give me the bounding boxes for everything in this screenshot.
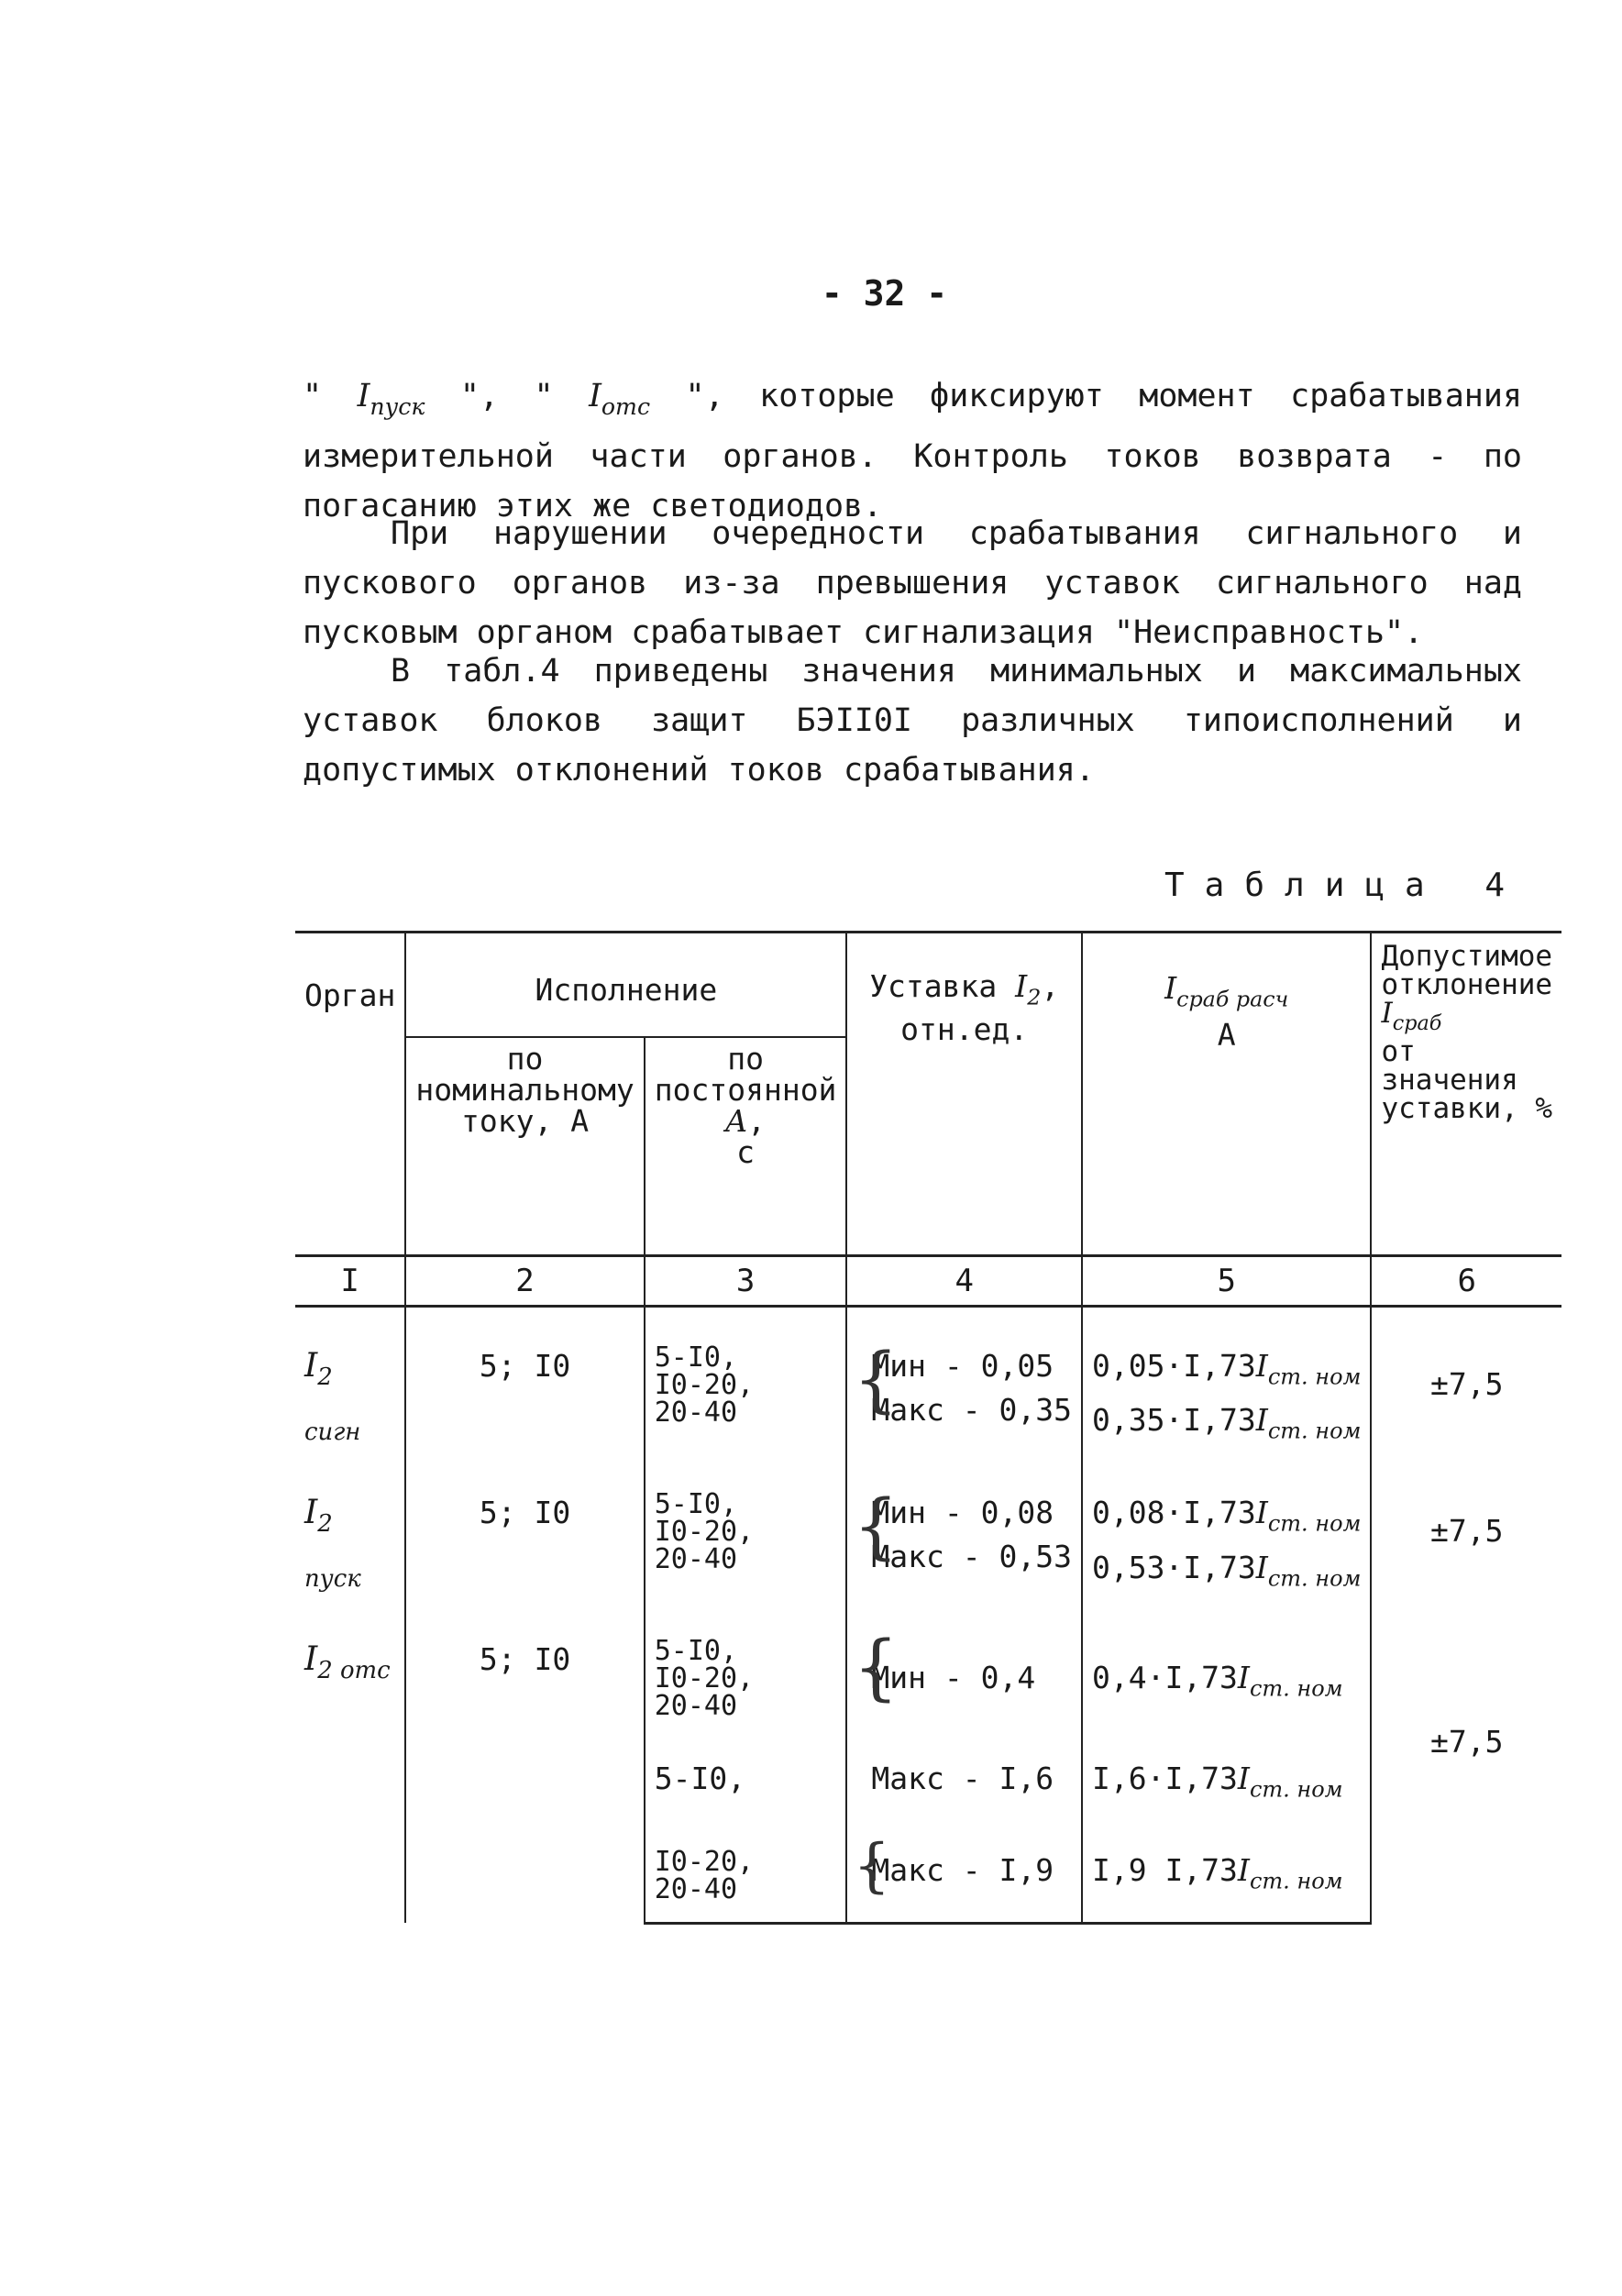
header-nom-tok: по номинальному току, А bbox=[405, 1037, 644, 1256]
calc-formula bbox=[1092, 1656, 1361, 1710]
nom-cell: 5; I0 bbox=[405, 1601, 644, 1923]
nom-cell: 5; I0 bbox=[405, 1454, 644, 1601]
header-ustavka bbox=[846, 933, 1082, 1256]
calc-prefix: 0,53·I,73 bbox=[1091, 1549, 1256, 1585]
ustavka-comma: , bbox=[1041, 968, 1060, 1004]
post-cell bbox=[645, 1307, 847, 1455]
page-number: - 32 - bbox=[821, 273, 948, 314]
ust-value: Макс - I,6 bbox=[871, 1761, 1054, 1797]
organ-cell bbox=[295, 1454, 405, 1601]
calc-cell bbox=[1082, 1454, 1371, 1601]
organ-cell bbox=[295, 1307, 405, 1455]
calc-symbol: I bbox=[1255, 1348, 1268, 1384]
col-num: I bbox=[295, 1256, 405, 1307]
table-row bbox=[295, 1307, 1561, 1455]
post-symbol: A bbox=[725, 1103, 748, 1139]
post-value: 20-40 bbox=[654, 1396, 738, 1429]
header-ispolnenie: Исполнение bbox=[405, 933, 846, 1038]
paragraph-2 bbox=[303, 509, 1522, 657]
calc-cell bbox=[1082, 1812, 1371, 1924]
header-organ: Орган bbox=[295, 933, 405, 1256]
calc-symbol: I bbox=[1255, 1402, 1268, 1439]
settings-table bbox=[295, 931, 1561, 1925]
ust-value: Макс - I,9 bbox=[871, 1851, 1054, 1888]
post-cell: 5-I0, bbox=[645, 1720, 847, 1811]
calc-symbol: I bbox=[1255, 1495, 1268, 1531]
post-cell bbox=[645, 1812, 847, 1924]
dop-cell: ±7,5 bbox=[1371, 1454, 1561, 1601]
calc-formula bbox=[1092, 1491, 1361, 1545]
post-value: 20-40 bbox=[654, 1872, 738, 1905]
symbol-main: I bbox=[304, 1494, 318, 1532]
quote-open-1: " bbox=[303, 378, 323, 414]
calc-symbol: I bbox=[1237, 1761, 1250, 1797]
organ-cell bbox=[295, 1601, 405, 1923]
calc-sub: ст. ном bbox=[1267, 1510, 1362, 1537]
symbol-sub: сраб bbox=[1392, 1010, 1442, 1035]
col-num: 3 bbox=[645, 1256, 847, 1307]
calc-symbol: I bbox=[1237, 1851, 1250, 1888]
paragraph-1 bbox=[303, 371, 1522, 531]
ust-cell bbox=[846, 1720, 1082, 1811]
dop-label-2: от значения уставки, % bbox=[1381, 1034, 1553, 1125]
dop-cell: ±7,5 bbox=[1371, 1601, 1561, 1923]
symbol-main: I bbox=[1381, 997, 1393, 1030]
calc-sub: ст. ном bbox=[1267, 1564, 1362, 1591]
table-caption: Таблица 4 bbox=[1164, 867, 1526, 904]
ustavka-label: Уставка bbox=[869, 968, 998, 1004]
brace-icon: { bbox=[853, 1339, 899, 1421]
symbol-main: I bbox=[304, 1640, 318, 1679]
calc-prefix: I,6·I,73 bbox=[1091, 1761, 1238, 1797]
calc-sub: ст. ном bbox=[1267, 1363, 1362, 1390]
calc-formula bbox=[1092, 1344, 1361, 1398]
calc-cell bbox=[1082, 1307, 1371, 1455]
ust-value: Макс - 0,35 bbox=[871, 1392, 1072, 1428]
ust-cell bbox=[846, 1454, 1082, 1601]
symbol-sub: 2 сигн bbox=[304, 1363, 361, 1447]
calc-symbol: I bbox=[1255, 1549, 1268, 1585]
col-num: 6 bbox=[1371, 1256, 1561, 1307]
calc-sub: ст. ном bbox=[1249, 1776, 1343, 1803]
post-value: I0-20, bbox=[654, 1845, 755, 1878]
calc-prefix: 0,05·I,73 bbox=[1091, 1348, 1256, 1384]
quote-close-comma: ", bbox=[459, 378, 500, 414]
post-unit: с bbox=[736, 1134, 756, 1170]
symbol-main: I bbox=[357, 378, 370, 414]
post-value: 5-I0, bbox=[654, 1635, 738, 1668]
header-row-1 bbox=[295, 933, 1561, 1038]
paragraph-1-rest: ", которые фиксируют момент срабатывания измерительной части органов. Контроль токов возврата - по погасанию этих же светодиодов. bbox=[303, 378, 1523, 524]
calc-prefix: 0,4·I,73 bbox=[1091, 1660, 1238, 1696]
brace-icon: { bbox=[853, 1627, 899, 1710]
table-row bbox=[295, 1454, 1561, 1601]
symbol-sub: 2 пуск bbox=[304, 1510, 361, 1594]
symbol-main: I bbox=[589, 378, 601, 414]
brace-icon: { bbox=[853, 1485, 899, 1569]
symbol-main: I bbox=[304, 1347, 318, 1385]
column-number-row bbox=[295, 1256, 1561, 1307]
post-value: I0-20, bbox=[654, 1662, 755, 1695]
header-isrb bbox=[1082, 933, 1371, 1256]
header-dopusk bbox=[1371, 933, 1561, 1256]
post-value: I0-20, bbox=[654, 1516, 755, 1549]
post-cell bbox=[645, 1601, 847, 1723]
nom-cell: 5; I0 bbox=[405, 1307, 644, 1455]
post-value: 5-I0, bbox=[654, 1341, 738, 1374]
calc-formula bbox=[1092, 1757, 1361, 1811]
ust-cell bbox=[846, 1307, 1082, 1455]
dop-cell: ±7,5 bbox=[1371, 1307, 1561, 1455]
symbol-main: I bbox=[1164, 970, 1177, 1006]
post-value: 20-40 bbox=[654, 1543, 738, 1576]
isrb-symbol bbox=[1164, 970, 1289, 1012]
symbol-main: I bbox=[1015, 968, 1028, 1004]
ust-value: Мин - 0,4 bbox=[871, 1660, 1036, 1696]
table-row bbox=[295, 1601, 1561, 1720]
quote-open-2: " bbox=[534, 378, 554, 414]
post-value: 20-40 bbox=[654, 1690, 738, 1723]
calc-cell bbox=[1082, 1720, 1371, 1811]
isrb-unit: А bbox=[1217, 1017, 1236, 1054]
col-num: 5 bbox=[1082, 1256, 1371, 1307]
ustavka-unit: отн.ед. bbox=[900, 1011, 1029, 1048]
calc-prefix: 0,35·I,73 bbox=[1091, 1402, 1256, 1439]
col-num: 2 bbox=[405, 1256, 644, 1307]
paragraph-2-text: При нарушении очередности срабатывания сигнального и пускового органов из-за превышения уставок сигнального над пусковым органом срабатывает сигнализация "Неисправность". bbox=[303, 515, 1522, 651]
ust-cell bbox=[846, 1601, 1082, 1720]
ust-value: Мин - 0,08 bbox=[871, 1495, 1054, 1531]
symbol-sub: 2 отс bbox=[317, 1657, 391, 1685]
paragraph-3 bbox=[303, 646, 1522, 795]
symbol-sub: сраб расч bbox=[1176, 986, 1289, 1012]
ustavka-symbol bbox=[1015, 968, 1042, 1010]
post-label: по постоянной bbox=[654, 1041, 837, 1108]
symbol-i-ots bbox=[589, 378, 651, 420]
ust-cell bbox=[846, 1812, 1082, 1924]
paragraph-3-text: В табл.4 приведены значения минимальных и максимальных уставок блоков защит БЭII0I различных типоисполнений и допустимых отклонений токов срабатывания. bbox=[303, 653, 1522, 789]
symbol-sub: отс bbox=[601, 392, 651, 420]
dop-label: Допустимое отклонение bbox=[1381, 940, 1553, 1001]
dop-symbol bbox=[1381, 997, 1442, 1035]
post-value: 5-I0, bbox=[654, 1488, 738, 1521]
calc-formula bbox=[1092, 1398, 1361, 1452]
calc-sub: ст. ном bbox=[1267, 1418, 1362, 1444]
symbol-sub: 2 bbox=[1027, 984, 1042, 1010]
calc-formula bbox=[1092, 1546, 1361, 1600]
calc-prefix: 0,08·I,73 bbox=[1091, 1495, 1256, 1531]
symbol-sub: пуск bbox=[370, 392, 425, 420]
ust-value: Макс - 0,53 bbox=[871, 1539, 1072, 1575]
post-cell bbox=[645, 1454, 847, 1601]
header-post bbox=[645, 1037, 847, 1256]
post-value: I0-20, bbox=[654, 1369, 755, 1401]
calc-sub: ст. ном bbox=[1249, 1675, 1343, 1702]
brace-icon: { bbox=[853, 1831, 891, 1900]
calc-symbol: I bbox=[1237, 1660, 1250, 1696]
post-comma: , bbox=[747, 1103, 766, 1139]
calc-prefix: I,9 I,73 bbox=[1091, 1851, 1238, 1888]
calc-cell bbox=[1082, 1601, 1371, 1720]
ust-value: Мин - 0,05 bbox=[871, 1348, 1054, 1384]
calc-formula bbox=[1092, 1849, 1361, 1903]
symbol-i-pusk bbox=[357, 378, 425, 420]
col-num: 4 bbox=[846, 1256, 1082, 1307]
calc-sub: ст. ном bbox=[1249, 1868, 1343, 1894]
